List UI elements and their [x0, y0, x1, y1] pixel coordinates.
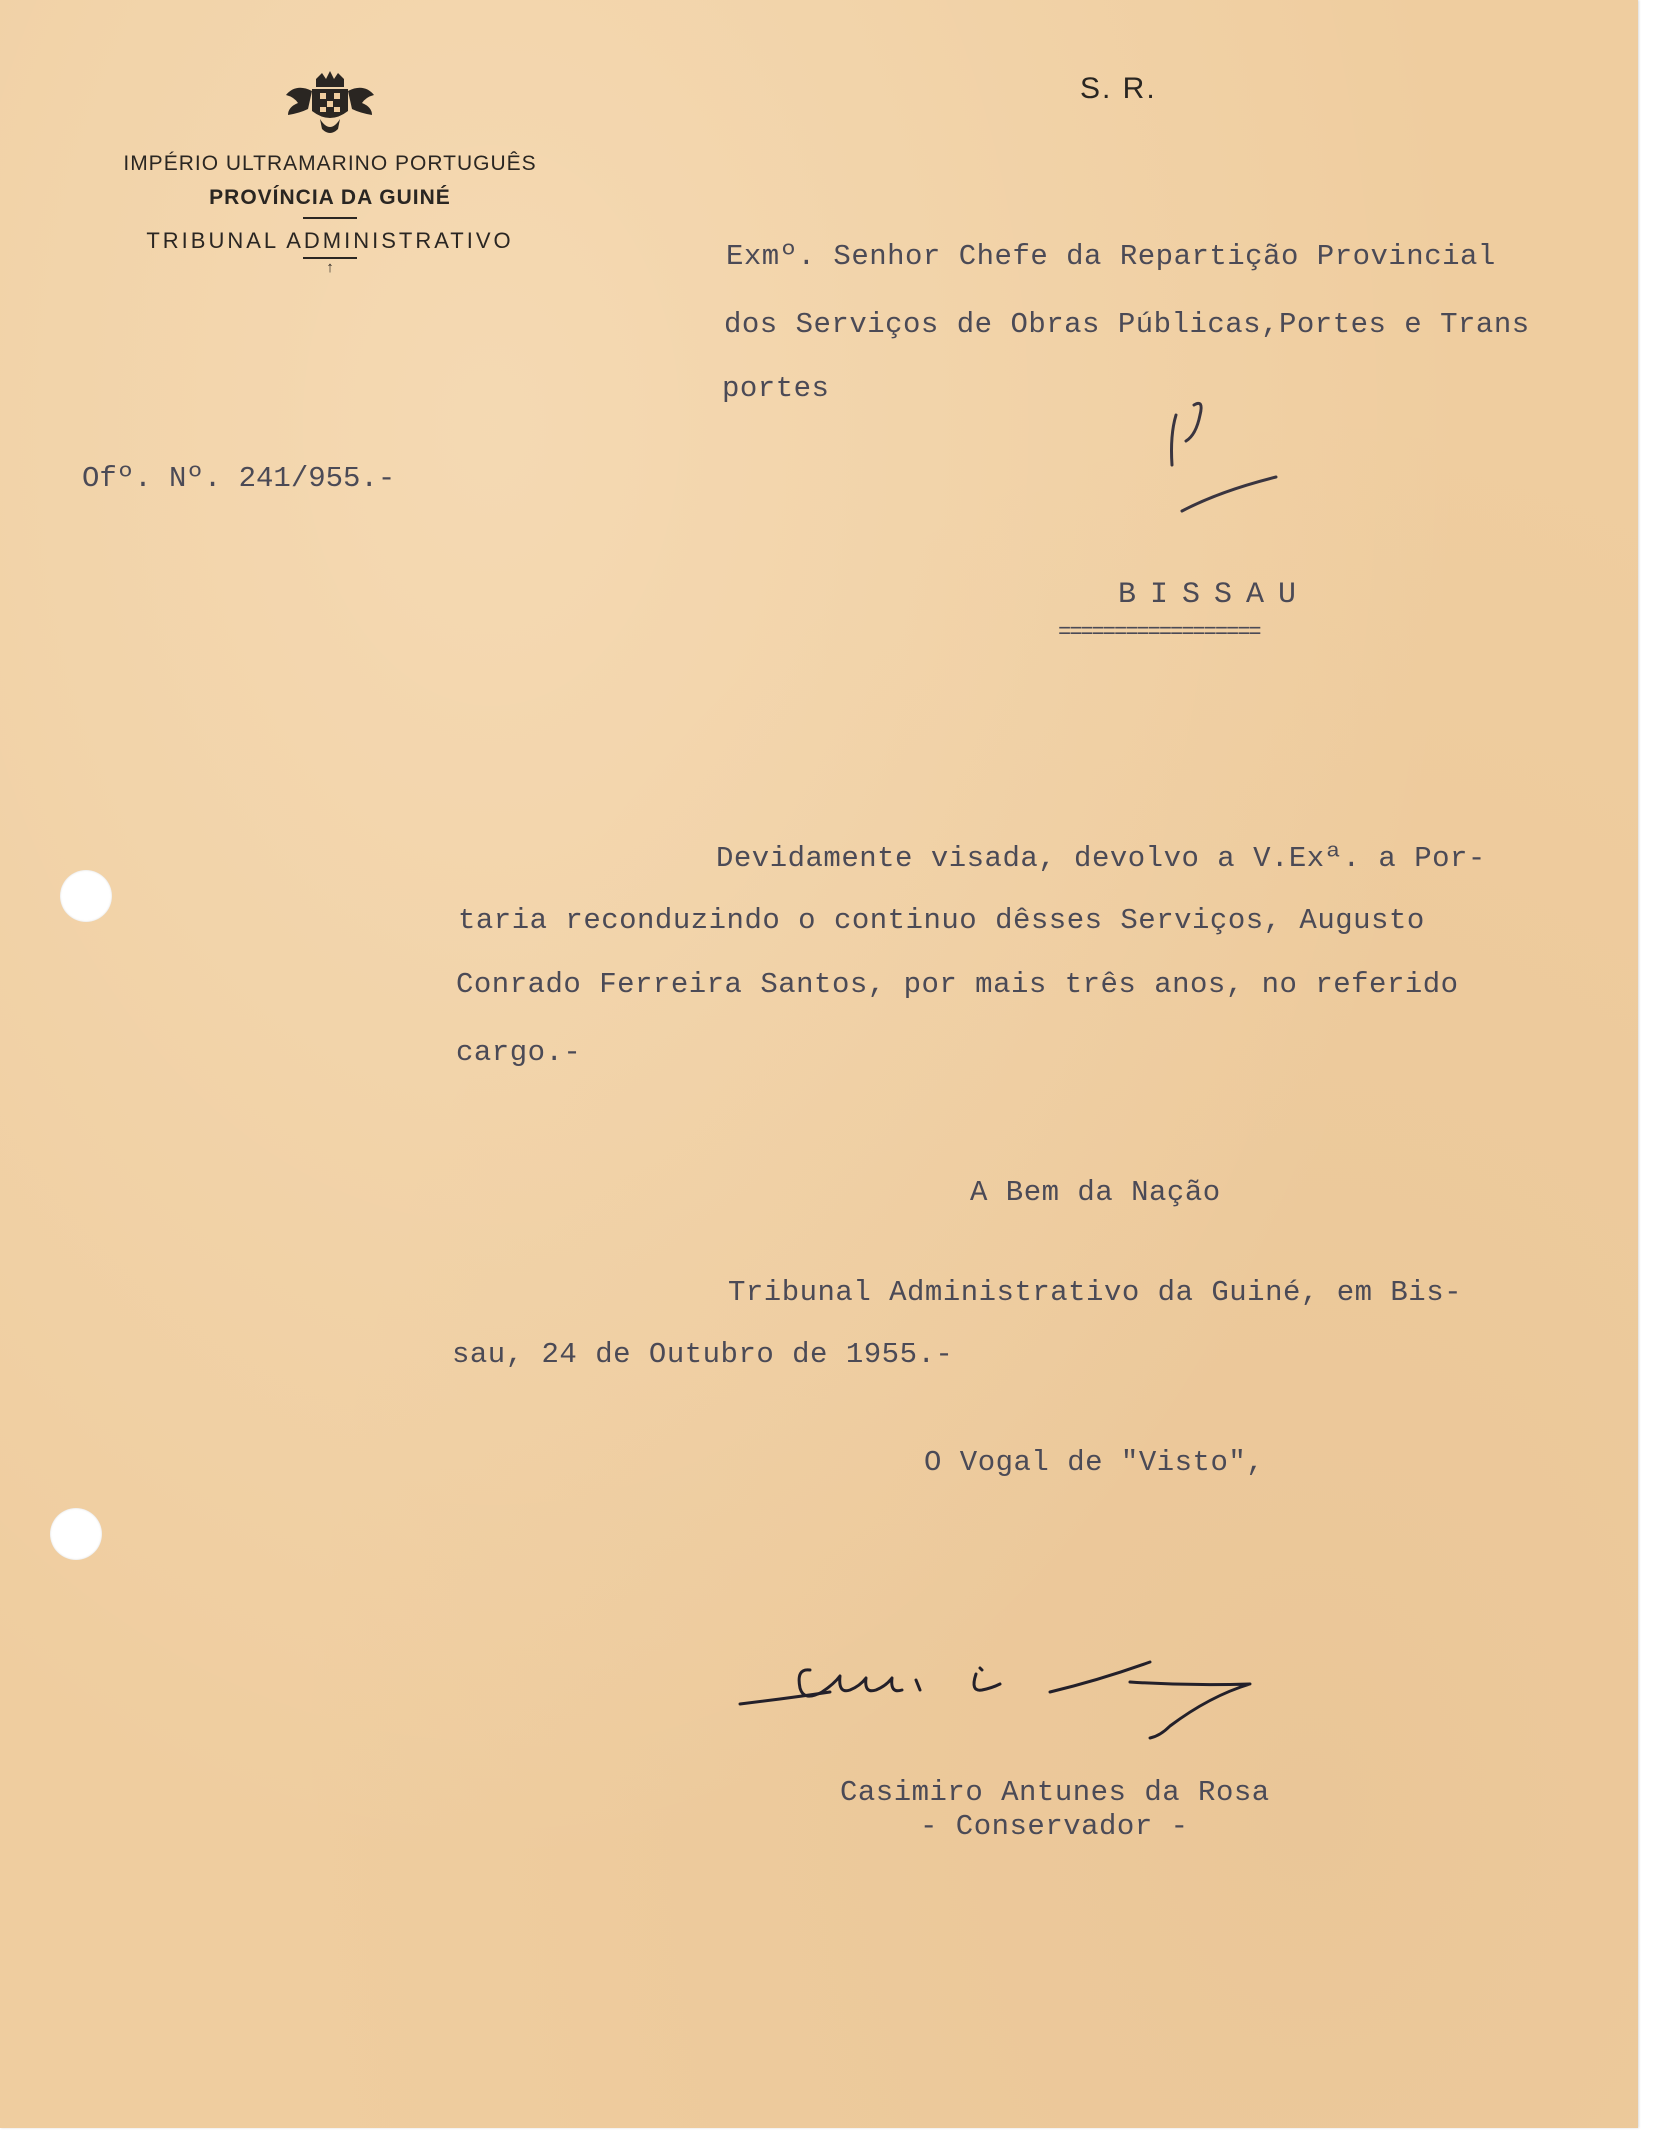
sr-mark: S. R.: [1080, 72, 1157, 105]
body-line-1: Devidamente visada, devolvo a V.Exª. a Por-: [716, 842, 1486, 875]
signatory-name: Casimiro Antunes da Rosa: [840, 1776, 1270, 1809]
addressee-line-1: Exmº. Senhor Chefe da Repartição Provincial: [726, 240, 1496, 273]
place-line-1: Tribunal Administrativo da Guiné, em Bis-: [728, 1276, 1463, 1309]
salutation: A Bem da Nação: [970, 1176, 1221, 1209]
letterhead-province: PROVÍNCIA DA GUINÉ: [209, 186, 451, 209]
letterhead-tribunal: TRIBUNAL ADMINISTRATIVO: [146, 228, 514, 253]
signatory-title: - Conservador -: [920, 1810, 1189, 1843]
letterhead-mark: ↑: [326, 259, 334, 276]
handwritten-mark-icon: [1160, 385, 1300, 525]
body-line-4: cargo.-: [456, 1036, 582, 1069]
punch-hole-top: [60, 870, 112, 922]
role-line: O Vogal de "Visto",: [924, 1446, 1265, 1479]
place-line-2: sau, 24 de Outubro de 1955.-: [452, 1338, 954, 1371]
punch-hole-bottom: [50, 1508, 102, 1560]
body-line-3: Conrado Ferreira Santos, por mais três anos, no referido: [456, 968, 1459, 1001]
letterhead: [70, 65, 590, 277]
letterhead-empire: IMPÉRIO ULTRAMARINO PORTUGUÊS: [123, 152, 537, 175]
city-underline: ==================: [1058, 620, 1260, 645]
body-line-2: taria reconduzindo o continuo dêsses Serviços, Augusto: [458, 904, 1425, 937]
signature-icon: [730, 1640, 1350, 1760]
coat-of-arms-icon: [282, 65, 378, 139]
addressee-line-2: dos Serviços de Obras Públicas,Portes e Trans: [724, 308, 1530, 341]
city-name: BISSAU: [1118, 578, 1311, 612]
reference-number: Ofº. Nº. 241/955.-: [82, 462, 396, 495]
addressee-line-3: portes: [722, 372, 830, 405]
